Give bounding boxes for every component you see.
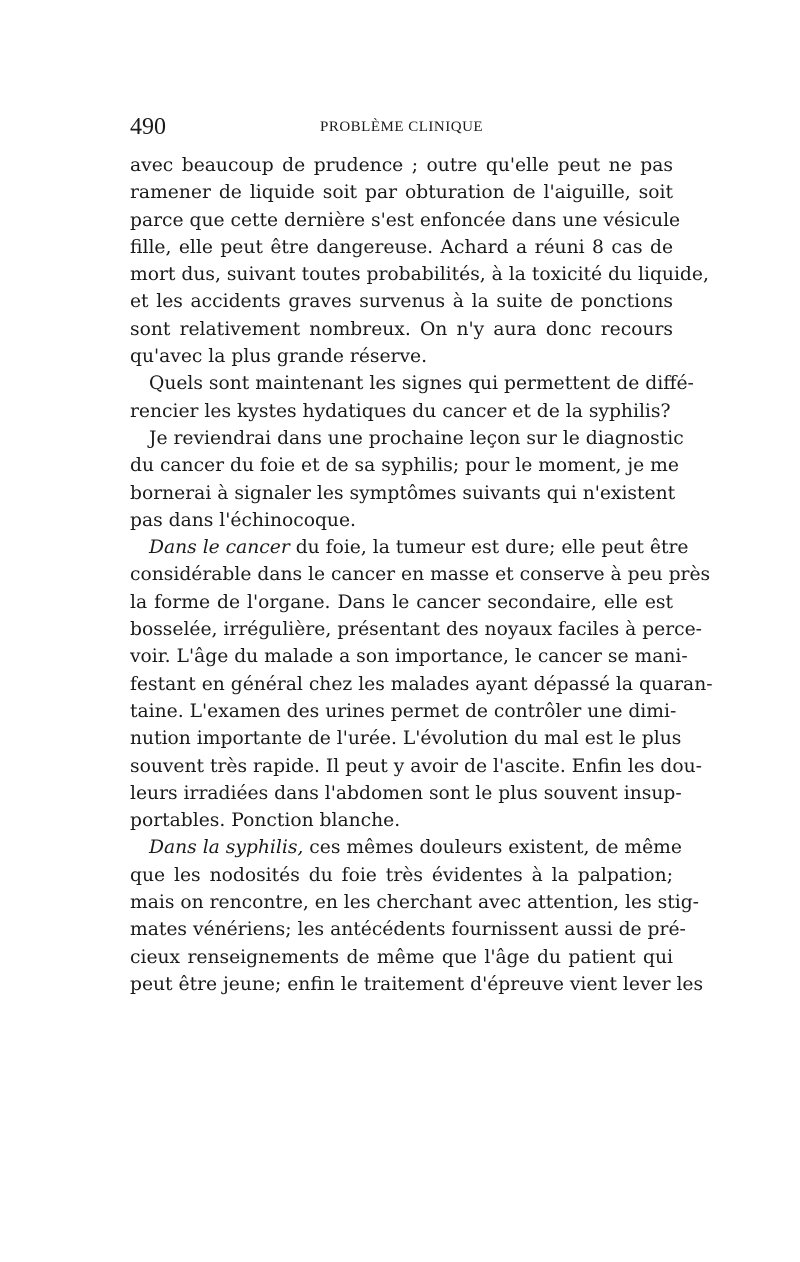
text-line: Je reviendrai dans une prochaine leçon sur le diagnostic <box>149 427 684 449</box>
text-line: leurs irradiées dans l'abdomen sont le plus souvent insup- <box>130 782 682 804</box>
text-line: mort dus, suivant toutes probabilités, à la toxicité du liquide, <box>130 264 709 286</box>
running-head <box>130 112 670 142</box>
text-line: mates vénériens; les antécédents fournissent aussi de pré- <box>130 919 686 941</box>
text-line: que les nodosités du foie très évidentes à la palpation; <box>130 864 673 886</box>
text-line: portables. Ponction blanche. <box>130 810 401 832</box>
text-line: pas dans l'échinocoque. <box>130 509 356 531</box>
text-line: sont relativement nombreux. On n'y aura donc recours <box>130 318 673 340</box>
text-line: souvent très rapide. Il peut y avoir de l'ascite. Enfin les dou- <box>130 755 702 777</box>
text-line: Quels sont maintenant les signes qui permettent de diffé- <box>149 373 694 395</box>
text-line: voir. L'âge du malade a son importance, le cancer se mani- <box>130 646 688 668</box>
text-line: avec beaucoup de prudence ; outre qu'elle peut ne pas <box>130 155 673 176</box>
text-line: Dans la syphilis, ces mêmes douleurs existent, de même <box>149 837 682 859</box>
italic-phrase: Dans le cancer <box>149 537 290 559</box>
text-line: peut être jeune; enfin le traitement d'épreuve vient lever les <box>130 973 704 995</box>
text-line: bosselée, irrégulière, présentant des noyaux faciles à perce- <box>130 619 702 641</box>
text-line: la forme de l'organe. Dans le cancer secondaire, elle est <box>130 591 673 613</box>
italic-phrase: Dans la syphilis, <box>149 837 304 859</box>
text-line: ramener de liquide soit par obturation de l'aiguille, soit <box>130 182 673 204</box>
text-line: mais on rencontre, en les cherchant avec attention, les stig- <box>130 892 699 914</box>
text-line: bornerai à signaler les symptômes suivants qui n'existent <box>130 482 676 504</box>
text-line: parce que cette dernière s'est enfoncée dans une vésicule <box>130 209 681 231</box>
text-line: Dans le cancer du foie, la tumeur est dure; elle peut être <box>149 537 689 559</box>
text-line: festant en général chez les malades ayant dépassé la quaran- <box>130 673 713 695</box>
text-line: nution importante de l'urée. L'évolution du mal est le plus <box>130 728 682 750</box>
text-line: fille, elle peut être dangereuse. Achard a réuni 8 cas de <box>130 236 673 258</box>
text-line: et les accidents graves survenus à la suite de ponctions <box>130 291 673 313</box>
running-title: PROBLÈME CLINIQUE <box>320 119 484 135</box>
page-number: 490 <box>130 114 166 140</box>
text-line: considérable dans le cancer en masse et conserve à peu près <box>130 564 711 586</box>
text-line: taine. L'examen des urines permet de contrôler une dimi- <box>130 700 677 722</box>
text-line: rencier les kystes hydatiques du cancer et de la syphilis? <box>130 400 671 422</box>
body-text <box>130 152 713 998</box>
text-line: qu'avec la plus grande réserve. <box>130 346 428 368</box>
text-line: cieux renseignements de même que l'âge du patient qui <box>130 946 673 968</box>
text-line: du cancer du foie et de sa syphilis; pour le moment, je me <box>130 455 679 477</box>
